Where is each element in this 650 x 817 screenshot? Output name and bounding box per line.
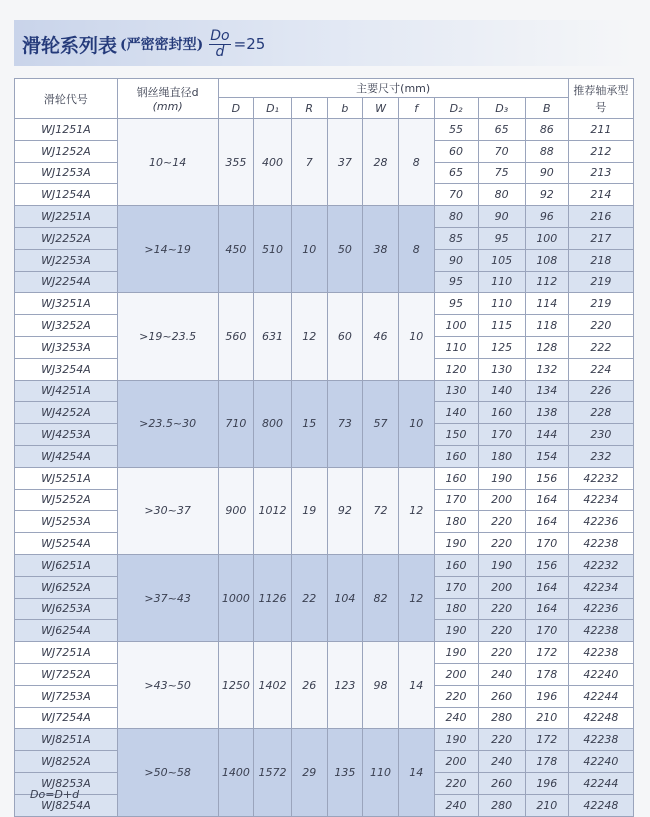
dim-D2: 240	[434, 794, 478, 816]
pulley-code: WJ4254A	[15, 445, 118, 467]
header-bearing: 推荐轴承型号	[568, 79, 633, 119]
dim-D: 450	[218, 206, 254, 293]
dim-D2: 190	[434, 642, 478, 664]
dim-W: 28	[363, 119, 399, 206]
table-row	[15, 642, 634, 664]
bearing-model: 42240	[568, 751, 633, 773]
bearing-model: 216	[568, 206, 633, 228]
dim-D3: 160	[478, 402, 525, 424]
header-col-2: R	[291, 98, 327, 119]
bearing-model: 42234	[568, 576, 633, 598]
header-code: 滑轮代号	[15, 79, 118, 119]
dim-B: 170	[525, 533, 568, 555]
dim-D2: 60	[434, 140, 478, 162]
dim-R: 10	[291, 206, 327, 293]
pulley-code: WJ4251A	[15, 380, 118, 402]
pulley-spec-table	[14, 78, 634, 817]
dim-D2: 110	[434, 336, 478, 358]
dim-R: 19	[291, 467, 327, 554]
dim-D3: 240	[478, 751, 525, 773]
dim-R: 29	[291, 729, 327, 816]
dim-D2: 80	[434, 206, 478, 228]
pulley-code: WJ7251A	[15, 642, 118, 664]
bearing-model: 42234	[568, 489, 633, 511]
pulley-code: WJ8254A	[15, 794, 118, 816]
bearing-model: 42244	[568, 772, 633, 794]
dim-D2: 160	[434, 445, 478, 467]
pulley-code: WJ6253A	[15, 598, 118, 620]
pulley-code: WJ5251A	[15, 467, 118, 489]
title-fraction	[209, 29, 230, 60]
dim-D1: 510	[254, 206, 292, 293]
dim-D2: 160	[434, 554, 478, 576]
header-col-7: D₃	[478, 98, 525, 119]
bearing-model: 42238	[568, 533, 633, 555]
dim-b: 135	[327, 729, 363, 816]
dim-D2: 190	[434, 533, 478, 555]
pulley-code: WJ6254A	[15, 620, 118, 642]
pulley-code: WJ7252A	[15, 663, 118, 685]
bearing-model: 42240	[568, 663, 633, 685]
bearing-model: 214	[568, 184, 633, 206]
bearing-model: 213	[568, 162, 633, 184]
dim-D: 710	[218, 380, 254, 467]
bearing-model: 42232	[568, 554, 633, 576]
dim-W: 110	[363, 729, 399, 816]
dim-R: 22	[291, 554, 327, 641]
header-col-1: D₁	[254, 98, 292, 119]
dim-f: 14	[398, 729, 434, 816]
dim-B: 156	[525, 467, 568, 489]
dim-B: 172	[525, 642, 568, 664]
header-rope-unit: (mm)	[152, 100, 183, 113]
dim-B: 138	[525, 402, 568, 424]
dim-f: 10	[398, 380, 434, 467]
dim-D: 900	[218, 467, 254, 554]
dim-D3: 110	[478, 271, 525, 293]
dim-D: 355	[218, 119, 254, 206]
dim-D1: 800	[254, 380, 292, 467]
pulley-code: WJ1254A	[15, 184, 118, 206]
bearing-model: 217	[568, 227, 633, 249]
table-row	[15, 467, 634, 489]
table-row	[15, 380, 634, 402]
dim-B: 156	[525, 554, 568, 576]
rope-diameter: >50~58	[117, 729, 218, 816]
dim-B: 100	[525, 227, 568, 249]
dim-D3: 240	[478, 663, 525, 685]
header-col-6: D₂	[434, 98, 478, 119]
pulley-code: WJ3254A	[15, 358, 118, 380]
pulley-code: WJ1253A	[15, 162, 118, 184]
dim-D2: 180	[434, 511, 478, 533]
dim-D3: 105	[478, 249, 525, 271]
pulley-code: WJ3251A	[15, 293, 118, 315]
dim-B: 112	[525, 271, 568, 293]
bearing-model: 219	[568, 271, 633, 293]
pulley-code: WJ6251A	[15, 554, 118, 576]
dim-b: 123	[327, 642, 363, 729]
bearing-model: 42244	[568, 685, 633, 707]
dim-D2: 220	[434, 685, 478, 707]
dim-D2: 85	[434, 227, 478, 249]
pulley-code: WJ5254A	[15, 533, 118, 555]
dim-B: 114	[525, 293, 568, 315]
dim-D3: 115	[478, 315, 525, 337]
dim-D: 1000	[218, 554, 254, 641]
dim-B: 210	[525, 707, 568, 729]
dim-D3: 190	[478, 554, 525, 576]
rope-diameter: >19~23.5	[117, 293, 218, 380]
title-main: 滑轮系列表	[22, 34, 118, 57]
footnote: Do=D+d	[30, 788, 80, 801]
dim-f: 8	[398, 206, 434, 293]
bearing-model: 222	[568, 336, 633, 358]
dim-D3: 220	[478, 729, 525, 751]
dim-D3: 170	[478, 424, 525, 446]
pulley-code: WJ3252A	[15, 315, 118, 337]
dim-B: 118	[525, 315, 568, 337]
dim-D2: 70	[434, 184, 478, 206]
header-col-3: b	[327, 98, 363, 119]
title-sub: (严密密封型)	[120, 37, 204, 53]
rope-diameter: >30~37	[117, 467, 218, 554]
dim-D3: 260	[478, 772, 525, 794]
pulley-code: WJ2254A	[15, 271, 118, 293]
pulley-code: WJ4252A	[15, 402, 118, 424]
dim-B: 134	[525, 380, 568, 402]
dim-D2: 90	[434, 249, 478, 271]
dim-B: 108	[525, 249, 568, 271]
header-col-8: B	[525, 98, 568, 119]
dim-f: 10	[398, 293, 434, 380]
rope-diameter: >23.5~30	[117, 380, 218, 467]
dim-D2: 180	[434, 598, 478, 620]
pulley-code: WJ1251A	[15, 119, 118, 141]
header-col-0: D	[218, 98, 254, 119]
dim-W: 82	[363, 554, 399, 641]
dim-D3: 260	[478, 685, 525, 707]
bearing-model: 42238	[568, 620, 633, 642]
dim-D1: 1012	[254, 467, 292, 554]
dim-b: 50	[327, 206, 363, 293]
header-col-5: f	[398, 98, 434, 119]
dim-D1: 1402	[254, 642, 292, 729]
dim-D2: 160	[434, 467, 478, 489]
bearing-model: 42232	[568, 467, 633, 489]
dim-D3: 220	[478, 620, 525, 642]
bearing-model: 228	[568, 402, 633, 424]
dim-W: 98	[363, 642, 399, 729]
dim-f: 12	[398, 554, 434, 641]
bearing-model: 211	[568, 119, 633, 141]
dim-D3: 80	[478, 184, 525, 206]
dim-D2: 200	[434, 751, 478, 773]
pulley-code: WJ5252A	[15, 489, 118, 511]
dim-R: 15	[291, 380, 327, 467]
table-row	[15, 729, 634, 751]
dim-W: 38	[363, 206, 399, 293]
pulley-code: WJ7253A	[15, 685, 118, 707]
dim-D2: 240	[434, 707, 478, 729]
bearing-model: 230	[568, 424, 633, 446]
dim-D1: 1126	[254, 554, 292, 641]
pulley-code: WJ1252A	[15, 140, 118, 162]
pulley-code: WJ8252A	[15, 751, 118, 773]
dim-D2: 130	[434, 380, 478, 402]
header-main-dimensions: 主要尺寸(mm)	[218, 79, 568, 98]
dim-B: 92	[525, 184, 568, 206]
bearing-model: 42238	[568, 729, 633, 751]
dim-D3: 110	[478, 293, 525, 315]
dim-B: 210	[525, 794, 568, 816]
dim-D3: 75	[478, 162, 525, 184]
dim-B: 172	[525, 729, 568, 751]
header-col-4: W	[363, 98, 399, 119]
dim-D3: 220	[478, 598, 525, 620]
dim-D3: 200	[478, 576, 525, 598]
rope-diameter: >14~19	[117, 206, 218, 293]
bearing-model: 42248	[568, 794, 633, 816]
dim-W: 46	[363, 293, 399, 380]
dim-b: 104	[327, 554, 363, 641]
dim-B: 132	[525, 358, 568, 380]
dim-D3: 200	[478, 489, 525, 511]
dim-D2: 220	[434, 772, 478, 794]
pulley-code: WJ2251A	[15, 206, 118, 228]
title-ratio: =25	[233, 35, 266, 53]
dim-D3: 65	[478, 119, 525, 141]
dim-D1: 1572	[254, 729, 292, 816]
pulley-code: WJ6252A	[15, 576, 118, 598]
dim-D2: 55	[434, 119, 478, 141]
pulley-code: WJ8251A	[15, 729, 118, 751]
bearing-model: 232	[568, 445, 633, 467]
bearing-model: 42238	[568, 642, 633, 664]
dim-D3: 190	[478, 467, 525, 489]
header-rope-diameter	[117, 79, 218, 119]
dim-B: 164	[525, 598, 568, 620]
dim-B: 164	[525, 511, 568, 533]
bearing-model: 220	[568, 315, 633, 337]
dim-B: 154	[525, 445, 568, 467]
dim-D: 1250	[218, 642, 254, 729]
table-row	[15, 206, 634, 228]
fraction-denominator: d	[215, 43, 225, 60]
dim-D2: 200	[434, 663, 478, 685]
dim-D3: 125	[478, 336, 525, 358]
dim-D3: 70	[478, 140, 525, 162]
dim-D2: 190	[434, 729, 478, 751]
pulley-code: WJ7254A	[15, 707, 118, 729]
dim-D3: 220	[478, 511, 525, 533]
dim-D3: 180	[478, 445, 525, 467]
dim-b: 37	[327, 119, 363, 206]
rope-diameter: >37~43	[117, 554, 218, 641]
dim-W: 72	[363, 467, 399, 554]
page-title	[22, 24, 265, 64]
pulley-code: WJ2252A	[15, 227, 118, 249]
dim-B: 178	[525, 663, 568, 685]
dim-B: 96	[525, 206, 568, 228]
dim-B: 164	[525, 576, 568, 598]
bearing-model: 42236	[568, 598, 633, 620]
dim-R: 26	[291, 642, 327, 729]
dim-B: 88	[525, 140, 568, 162]
dim-D2: 120	[434, 358, 478, 380]
dim-B: 128	[525, 336, 568, 358]
pulley-code: WJ5253A	[15, 511, 118, 533]
pulley-code: WJ4253A	[15, 424, 118, 446]
bearing-model: 218	[568, 249, 633, 271]
dim-D2: 95	[434, 293, 478, 315]
dim-D3: 280	[478, 794, 525, 816]
bearing-model: 212	[568, 140, 633, 162]
dim-R: 12	[291, 293, 327, 380]
dim-B: 170	[525, 620, 568, 642]
dim-B: 178	[525, 751, 568, 773]
dim-B: 164	[525, 489, 568, 511]
dim-f: 12	[398, 467, 434, 554]
dim-D: 560	[218, 293, 254, 380]
fraction-numerator: Do	[210, 27, 230, 44]
dim-D2: 170	[434, 489, 478, 511]
dim-B: 196	[525, 772, 568, 794]
dim-D3: 280	[478, 707, 525, 729]
bearing-model: 219	[568, 293, 633, 315]
dim-D2: 150	[434, 424, 478, 446]
table-row	[15, 554, 634, 576]
dim-D2: 95	[434, 271, 478, 293]
dim-b: 92	[327, 467, 363, 554]
dim-f: 14	[398, 642, 434, 729]
dim-D1: 631	[254, 293, 292, 380]
rope-diameter: 10~14	[117, 119, 218, 206]
dim-D: 1400	[218, 729, 254, 816]
dim-B: 196	[525, 685, 568, 707]
dim-D2: 190	[434, 620, 478, 642]
header-rope-label: 钢丝绳直径d	[136, 86, 199, 99]
dim-b: 73	[327, 380, 363, 467]
dim-R: 7	[291, 119, 327, 206]
dim-D3: 130	[478, 358, 525, 380]
dim-D2: 100	[434, 315, 478, 337]
table-row	[15, 293, 634, 315]
dim-B: 90	[525, 162, 568, 184]
dim-D3: 220	[478, 533, 525, 555]
dim-f: 8	[398, 119, 434, 206]
dim-D3: 95	[478, 227, 525, 249]
dim-D3: 220	[478, 642, 525, 664]
bearing-model: 42248	[568, 707, 633, 729]
dim-D2: 65	[434, 162, 478, 184]
dim-b: 60	[327, 293, 363, 380]
dim-D2: 170	[434, 576, 478, 598]
dim-D3: 140	[478, 380, 525, 402]
pulley-code: WJ2253A	[15, 249, 118, 271]
dim-B: 86	[525, 119, 568, 141]
rope-diameter: >43~50	[117, 642, 218, 729]
pulley-code: WJ3253A	[15, 336, 118, 358]
table-row	[15, 119, 634, 141]
bearing-model: 42236	[568, 511, 633, 533]
dim-D3: 90	[478, 206, 525, 228]
bearing-model: 226	[568, 380, 633, 402]
bearing-model: 224	[568, 358, 633, 380]
dim-W: 57	[363, 380, 399, 467]
pulley-code: WJ8253A	[15, 772, 118, 794]
dim-D1: 400	[254, 119, 292, 206]
dim-D2: 140	[434, 402, 478, 424]
dim-B: 144	[525, 424, 568, 446]
